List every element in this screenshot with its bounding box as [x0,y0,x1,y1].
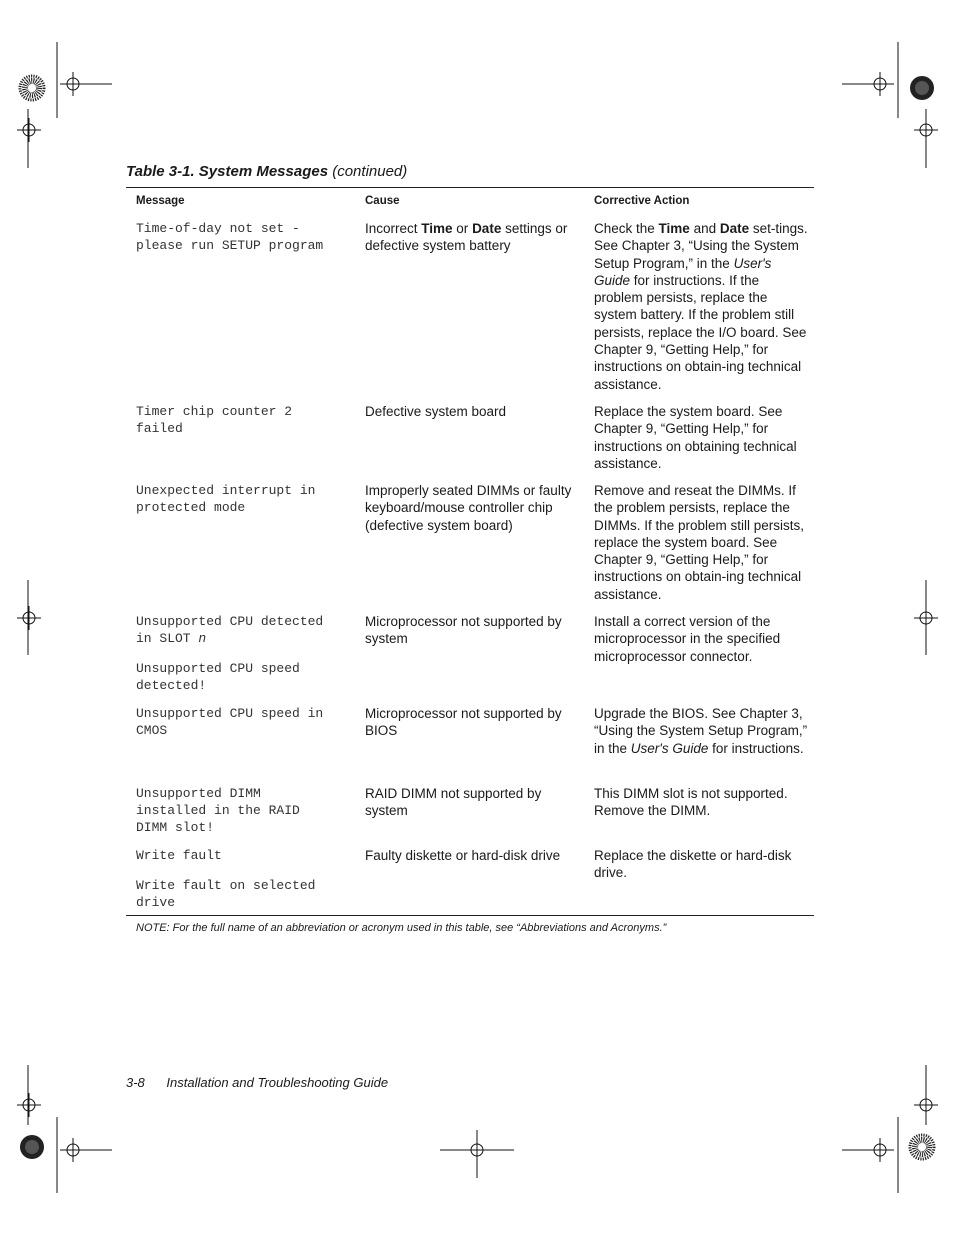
row-action: This DIMM slot is not supported. Remove the DIMM. [594,786,788,819]
row-message-alt: Unsupported CPU speed detected! [136,661,300,693]
row-message: Time-of-day not set - please run SETUP program [136,221,324,253]
row-cause: Microprocessor not supported by system [365,614,562,647]
header-action: Corrective Action [594,195,690,207]
row-message: Unsupported CPU speed in CMOS [136,706,324,738]
header-message: Message [136,195,185,207]
header-cause: Cause [365,195,400,207]
row-action: Install a correct version of the microprocessor in the specified microprocessor connector. [594,614,781,664]
row-message: Write fault [136,848,222,863]
row-message: Unsupported CPU detected in SLOT n [136,614,324,646]
table-caption [126,163,407,180]
caption-label: Table 3-1. System Messages [126,163,329,180]
row-cause: RAID DIMM not supported by system [365,786,542,819]
table-note: NOTE: For the full name of an abbreviation or acronym used in this table, see “Abbreviations and Acronyms.” [136,922,667,934]
row-action: Replace the diskette or hard-disk drive. [594,848,792,881]
row-message: Timer chip counter 2 failed [136,404,293,436]
row-cause: Microprocessor not supported by BIOS [365,706,562,739]
row-cause: Improperly seated DIMMs or faulty keyboard/mouse controller chip (defective system board) [365,483,572,533]
row-cause: Defective system board [365,404,507,419]
table-top-rule [126,187,814,188]
row-action: Upgrade the BIOS. See Chapter 3, “Using the System Setup Program,” in the User's Guide for instructions. [594,706,808,756]
row-action: Remove and reseat the DIMMs. If the problem persists, replace the DIMMs. If the problem still persists, replace the system board. See Chapter 9, “Getting Help,” for instructions on obtain-ing technical assistance. [594,483,805,602]
row-message: Unexpected interrupt in protected mode [136,483,316,515]
row-action: Check the Time and Date set-tings. See Chapter 3, “Using the System Setup Program,” in the User's Guide for instructions. If the problem persists, replace the system battery. If the problem still persists, replace the I/O board. See Chapter 9, “Getting Help,” for instructions on obtain-ing technical assistance. [594,221,808,392]
document-title: Installation and Troubleshooting Guide [166,1075,389,1090]
caption-suffix: (continued) [332,163,408,180]
row-action: Replace the system board. See Chapter 9, “Getting Help,” for instructions on obtaining technical assistance. [594,404,797,471]
page-footer [126,1075,388,1090]
row-cause: Incorrect Time or Date settings or defective system battery [365,221,568,254]
row-cause: Faulty diskette or hard-disk drive [365,848,561,863]
row-message-alt: Write fault on selected drive [136,878,316,910]
page-number: 3-8 [126,1075,145,1090]
table-bottom-rule [126,915,814,916]
row-message: Unsupported DIMM installed in the RAID DIMM slot! [136,786,300,835]
